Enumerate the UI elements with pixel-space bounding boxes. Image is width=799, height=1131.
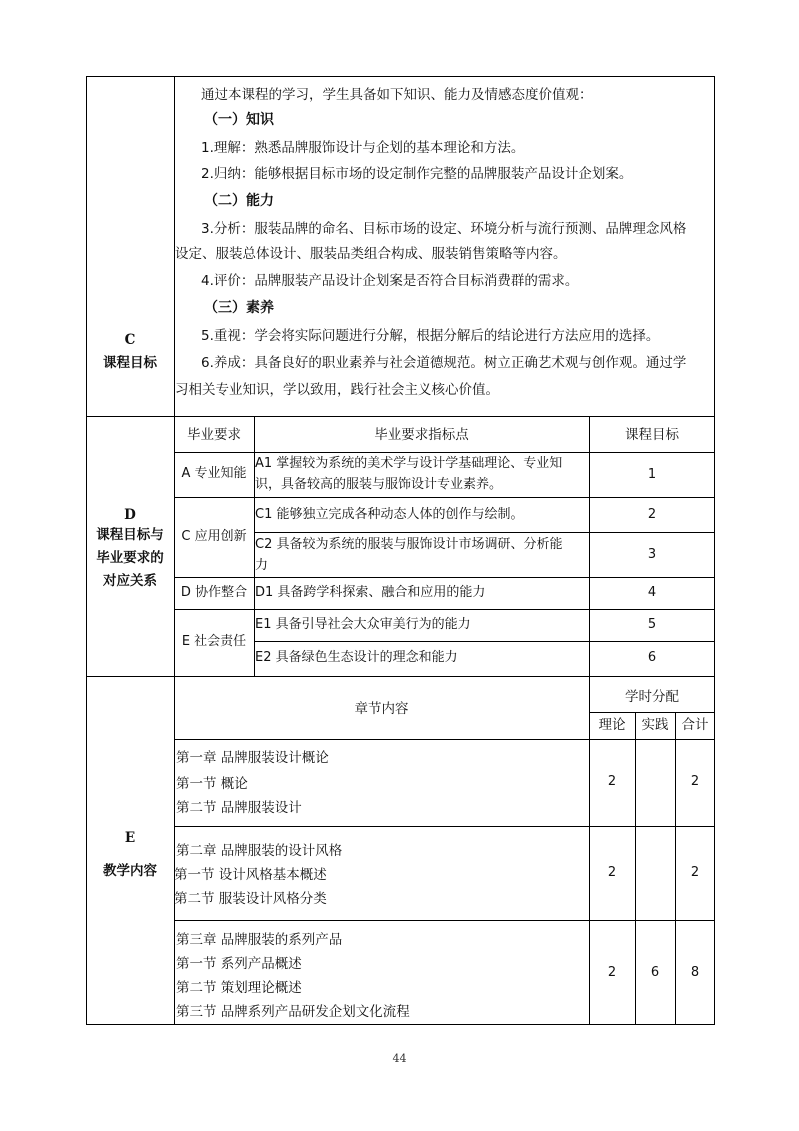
item-6-line-1: 6.养成：具备良好的职业素养与社会道德规范。树立正确艺术观与创作观。通过学: [201, 355, 687, 371]
d-row-line-e1: [254, 641, 715, 642]
header-requirement: 毕业要求: [187, 427, 241, 443]
ability-heading: （二）能力: [204, 193, 274, 209]
e-row-line-2: [174, 920, 715, 921]
d-row-line-a: [174, 497, 715, 498]
item-3-line-1: 3.分析：服装品牌的命名、目标市场的设定、环境分析与流行预测、品牌理念风格: [201, 221, 687, 237]
indicator-e2: E2 具备绿色生态设计的理念和能力: [255, 650, 458, 665]
header-total: 合计: [681, 717, 709, 733]
item-6-line-2: 习相关专业知识，学以致用，践行社会主义核心价值。: [175, 382, 499, 398]
border-bottom: [86, 1024, 715, 1025]
goal-d1: 4: [647, 585, 657, 600]
chapter-2-line-3: 第二节 服装设计风格分类: [174, 891, 327, 907]
indicator-a1-line-1: A1 掌握较为系统的美术学与设计学基础理论、专业知: [255, 456, 563, 471]
d-row-line-d: [174, 609, 715, 610]
goal-c2: 3: [647, 547, 657, 562]
d-row-line-c1: [254, 532, 715, 533]
chapter-1-total: 2: [690, 774, 700, 789]
requirement-e: E 社会责任: [181, 634, 247, 649]
goal-e2: 6: [647, 650, 657, 665]
item-1: 1.理解：熟悉品牌服饰设计与企划的基本理论和方法。: [201, 140, 525, 156]
indicator-c2-line-2: 力: [255, 558, 269, 573]
border-top: [86, 76, 715, 77]
section-d-title-2: 毕业要求的: [96, 550, 164, 566]
indicator-a1-line-2: 识，具备较高的服装与服饰设计专业素养。: [255, 477, 503, 492]
page-number: 44: [392, 1052, 407, 1065]
indicator-e1: E1 具备引导社会大众审美行为的能力: [255, 617, 471, 632]
requirement-d: D 协作整合: [180, 585, 248, 600]
indicator-c2-line-1: C2 具备较为系统的服装与服饰设计市场调研、分析能: [255, 537, 563, 552]
chapter-2-line-2: 第一节 设计风格基本概述: [174, 867, 327, 883]
chapter-1-line-3: 第二节 品牌服装设计: [176, 800, 302, 816]
section-sep-de: [86, 676, 715, 677]
chapter-3-line-2: 第一节 系列产品概述: [176, 956, 302, 972]
section-d-letter: D: [124, 507, 136, 523]
e-row-line-1: [174, 826, 715, 827]
section-d-title-1: 课程目标与: [96, 527, 164, 543]
chapter-3-line-1: 第三章 品牌服装的系列产品: [176, 932, 343, 948]
requirement-c: C 应用创新: [181, 529, 247, 544]
goal-e1: 5: [647, 617, 657, 632]
d-header-line: [174, 452, 715, 453]
chapter-3-line-4: 第三节 品牌系列产品研发企划文化流程: [176, 1004, 410, 1020]
item-3-line-2: 设定、服装总体设计、服装品类组合构成、服装销售策略等内容。: [175, 246, 567, 262]
chapter-3-practice: 6: [650, 965, 660, 980]
header-practice: 实践: [641, 717, 669, 733]
section-c-title: 课程目标: [103, 355, 157, 371]
chapter-3-line-3: 第二节 策划理论概述: [176, 980, 302, 996]
chapter-1-theory: 2: [607, 774, 617, 789]
goal-c1: 2: [647, 507, 657, 522]
item-2: 2.归纳：能够根据目标市场的设定制作完整的品牌服装产品设计企划案。: [201, 166, 633, 182]
header-hours: 学时分配: [625, 689, 679, 705]
chapter-3-theory: 2: [607, 965, 617, 980]
section-c-letter: C: [124, 332, 136, 348]
e-hours-split: [589, 712, 715, 713]
chapter-3-total: 8: [690, 965, 700, 980]
section-d-title-3: 对应关系: [103, 573, 157, 589]
section-e-letter: E: [124, 830, 136, 846]
section-e-title: 教学内容: [103, 863, 157, 879]
header-course-goal: 课程目标: [625, 427, 679, 443]
section-sep-cd: [86, 416, 715, 417]
knowledge-heading: （一）知识: [204, 112, 274, 128]
item-4: 4.评价：品牌服装产品设计企划案是否符合目标消费群的需求。: [201, 273, 579, 289]
requirement-a: A 专业知能: [181, 466, 247, 481]
goal-a1: 1: [647, 467, 657, 482]
item-5: 5.重视：学会将实际问题进行分解，根据分解后的结论进行方法应用的选择。: [201, 328, 660, 344]
section-c-intro: 通过本课程的学习，学生具备如下知识、能力及情感态度价值观：: [201, 87, 593, 103]
chapter-1-line-2: 第一节 概论: [176, 776, 248, 792]
indicator-d1: D1 具备跨学科探索、融合和应用的能力: [255, 585, 486, 600]
chapter-2-theory: 2: [607, 865, 617, 880]
d-row-line-c: [174, 577, 715, 578]
chapter-1-line-1: 第一章 品牌服装设计概论: [176, 750, 329, 766]
header-indicator: 毕业要求指标点: [374, 427, 469, 443]
quality-heading: （三）素养: [204, 300, 274, 316]
e-header-line: [174, 739, 715, 740]
indicator-c1: C1 能够独立完成各种动态人体的创作与绘制。: [255, 507, 524, 522]
header-theory: 理论: [598, 717, 626, 733]
chapter-2-line-1: 第二章 品牌服装的设计风格: [176, 843, 343, 859]
header-chapter-content: 章节内容: [354, 701, 409, 717]
chapter-2-total: 2: [690, 865, 700, 880]
